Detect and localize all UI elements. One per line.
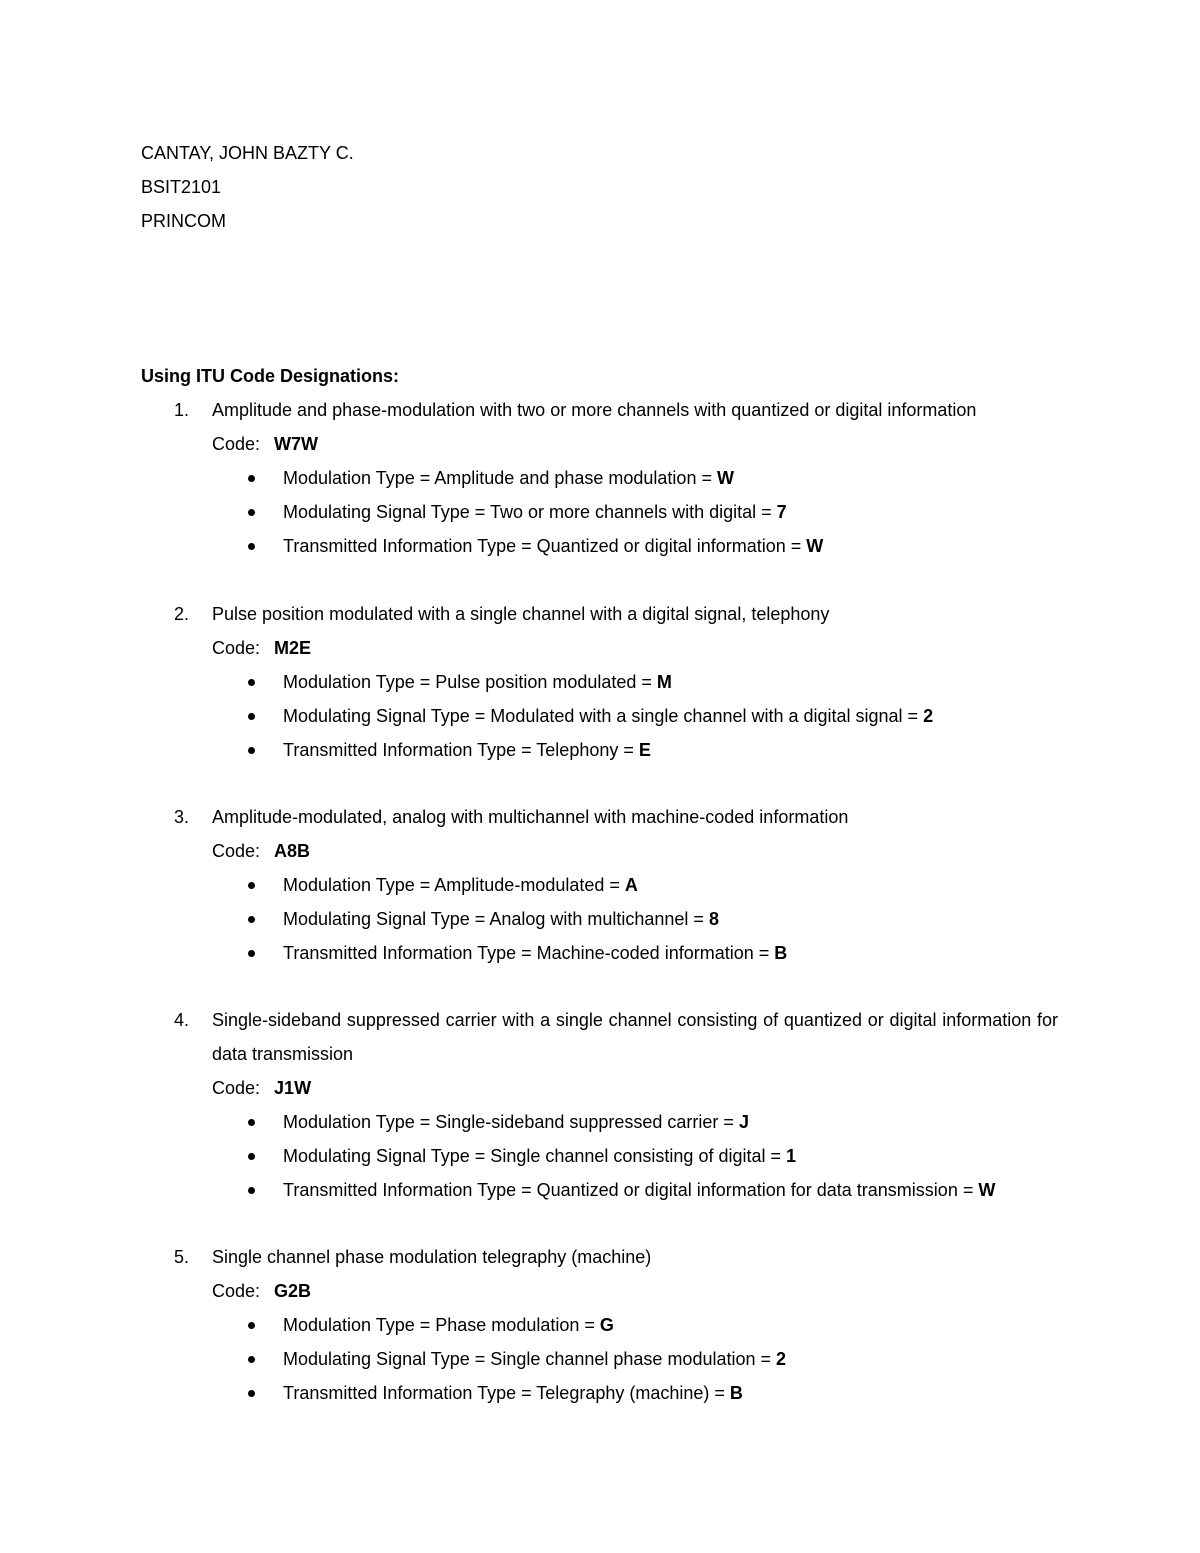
- bullet-answer: W: [716, 468, 734, 488]
- bullet-answer: 2: [923, 706, 934, 726]
- bullet-answer: B: [774, 943, 788, 963]
- bullet-text: Modulation Type = Phase modulation =: [283, 1315, 600, 1335]
- code-line: [212, 1077, 311, 1099]
- bullet-answer: 8: [708, 909, 719, 929]
- bullet-icon: [248, 509, 255, 516]
- item-number: 1.: [174, 400, 190, 420]
- bullet-icon: [248, 1119, 255, 1126]
- item-number: 4.: [174, 1010, 190, 1030]
- bullet-text: Transmitted Information Type = Telephony =: [283, 740, 639, 760]
- code-label: Code:: [212, 434, 261, 454]
- section-title: Using ITU Code Designations:: [141, 366, 400, 386]
- item-number: 3.: [174, 807, 190, 827]
- code-label: Code:: [212, 1078, 261, 1098]
- bullet-icon: [248, 475, 255, 482]
- bullet-icon: [248, 1390, 255, 1397]
- code-value: W7W: [274, 434, 319, 454]
- bullet-icon: [248, 882, 255, 889]
- student-section: BSIT2101: [141, 177, 222, 197]
- code-line: [212, 637, 311, 659]
- bullet-answer: G: [599, 1315, 614, 1335]
- bullet-icon: [248, 713, 255, 720]
- bullet-icon: [248, 543, 255, 550]
- bullet-text: Transmitted Information Type = Quantized or digital information =: [283, 536, 807, 556]
- item-description: Amplitude and phase-modulation with two or more channels with quantized or digital information: [212, 400, 977, 420]
- bullet-answer: 2: [776, 1349, 787, 1369]
- code-line: [212, 1280, 311, 1302]
- bullet-answer: M: [656, 672, 672, 692]
- code-value: G2B: [274, 1281, 312, 1301]
- bullet-answer: W: [978, 1180, 996, 1200]
- code-value: J1W: [274, 1078, 312, 1098]
- bullet-answer: E: [638, 740, 651, 760]
- bullet-text: Modulating Signal Type = Single channel phase modulation =: [283, 1349, 777, 1369]
- student-name: CANTAY, JOHN BAZTY C.: [141, 143, 354, 163]
- bullet-text: Modulating Signal Type = Modulated with a single channel with a digital signal =: [283, 706, 924, 726]
- bullet-icon: [248, 1153, 255, 1160]
- bullet-icon: [248, 950, 255, 957]
- bullet-text: Modulating Signal Type = Analog with multichannel =: [283, 909, 709, 929]
- item-description: Single-sideband suppressed carrier with a single channel consisting of quantized or digital information for data transmission: [212, 1010, 1058, 1064]
- bullet-icon: [248, 916, 255, 923]
- bullet-text: Transmitted Information Type = Telegraphy (machine) =: [283, 1383, 730, 1403]
- bullet-text: Modulation Type = Amplitude and phase modulation =: [283, 468, 717, 488]
- bullet-answer: B: [729, 1383, 743, 1403]
- bullet-icon: [248, 679, 255, 686]
- item-description: Amplitude-modulated, analog with multichannel with machine-coded information: [212, 807, 849, 827]
- bullet-text: Modulating Signal Type = Two or more channels with digital =: [283, 502, 777, 522]
- bullet-icon: [248, 1322, 255, 1329]
- bullet-text: Modulation Type = Single-sideband suppressed carrier =: [283, 1112, 739, 1132]
- bullet-text: Modulation Type = Amplitude-modulated =: [283, 875, 625, 895]
- bullet-answer: A: [624, 875, 638, 895]
- bullet-answer: J: [738, 1112, 749, 1132]
- item-number: 5.: [174, 1247, 190, 1267]
- code-line: [212, 840, 310, 862]
- item-number: 2.: [174, 604, 190, 624]
- subject-name: PRINCOM: [141, 211, 226, 231]
- bullet-answer: 1: [786, 1146, 797, 1166]
- bullet-text: Modulating Signal Type = Single channel consisting of digital =: [283, 1146, 786, 1166]
- code-label: Code:: [212, 1281, 261, 1301]
- bullet-text: Modulation Type = Pulse position modulated =: [283, 672, 657, 692]
- bullet-answer: W: [806, 536, 824, 556]
- code-value: A8B: [274, 841, 311, 861]
- bullet-icon: [248, 1356, 255, 1363]
- bullet-text: Transmitted Information Type = Machine-coded information =: [283, 943, 775, 963]
- code-value: M2E: [274, 638, 312, 658]
- bullet-icon: [248, 1187, 255, 1194]
- item-description: Single channel phase modulation telegraphy (machine): [212, 1247, 652, 1267]
- bullet-text: Transmitted Information Type = Quantized or digital information for data transmission =: [283, 1180, 979, 1200]
- bullet-answer: 7: [776, 502, 787, 522]
- code-line: [212, 433, 318, 455]
- code-label: Code:: [212, 841, 261, 861]
- code-label: Code:: [212, 638, 261, 658]
- item-description: Pulse position modulated with a single channel with a digital signal, telephony: [212, 604, 830, 624]
- bullet-icon: [248, 747, 255, 754]
